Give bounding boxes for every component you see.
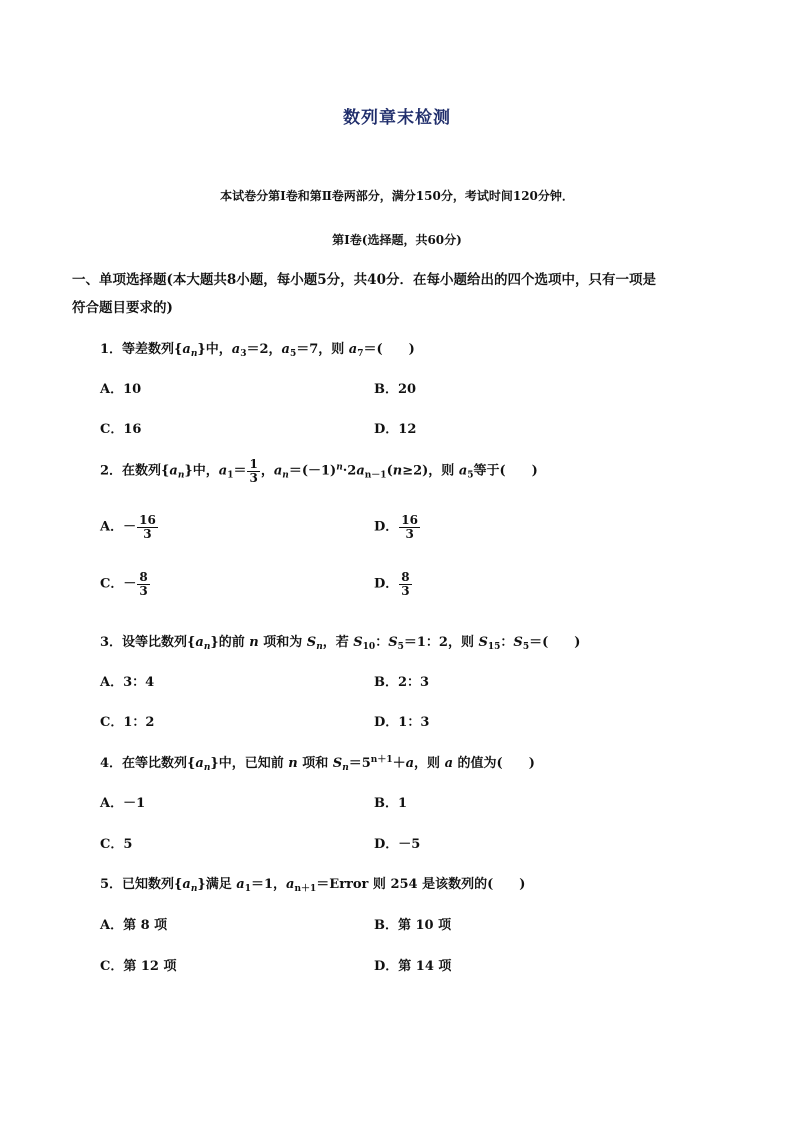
question-2-option-d: D． $\frac{8}{3}$ xyxy=(374,570,410,598)
question-3-stem: 3．设等比数列$\{a_n\}$的前 n 项和为 $S_n$，若 $S_{10}$：$S_5=1$：2，则 $S_{15}$：$S_5=$( ) xyxy=(100,635,581,652)
question-4-option-d: D．－5 xyxy=(374,837,421,852)
volume-heading: 第Ⅰ卷(选择题，共60分) xyxy=(332,233,462,247)
question-4-option-a: A．－1 xyxy=(100,796,146,811)
question-3-option-c: C．1：2 xyxy=(100,715,155,730)
section-heading-line1: 一、单项选择题(本大题共8小题，每小题5分，共40分．在每小题给出的四个选项中，只有一项是 xyxy=(72,272,656,288)
question-5-stem: 5．已知数列$\{a_n\}$满足 $a_1=1$，$a_{n+1}=Error$ 则 254 是该数列的( ) xyxy=(100,877,526,894)
question-5-option-a: A．第 8 项 xyxy=(100,918,168,933)
question-2-option-d-first: D． $\frac{16}{3}$ xyxy=(374,513,418,541)
fraction-one-third: $\frac{1}{3}$ xyxy=(249,457,258,485)
question-5-option-d: D．第 14 项 xyxy=(374,959,452,974)
question-1-option-d: D．12 xyxy=(374,422,417,437)
question-5-option-b: B．第 10 项 xyxy=(374,918,452,933)
question-3-option-a: A．3：4 xyxy=(100,675,155,690)
question-1-stem: 1．等差数列$\{a_n\}$中，$a_3=2$，$a_5=7$，则 $a_7=$( ) xyxy=(100,342,415,359)
question-2-option-a: A．－ $\frac{16}{3}$ xyxy=(100,513,156,541)
question-3-option-b: B．2：3 xyxy=(374,675,430,690)
question-1-option-b: B．20 xyxy=(374,382,417,397)
question-1-option-a: A．10 xyxy=(100,382,142,397)
section-heading-line2: 符合题目要求的) xyxy=(72,300,173,316)
question-4-option-b: B．1 xyxy=(374,796,408,811)
question-4-stem: 4．在等比数列$\{a_n\}$中，已知前 n 项和 $S_n=5^{n+1}+a$，则 a 的值为( ) xyxy=(100,755,535,773)
question-2-option-c: C．－ $\frac{8}{3}$ xyxy=(100,570,148,598)
question-5-option-c: C．第 12 项 xyxy=(100,959,177,974)
question-2-stem: 2．在数列$\{a_n\}$中，$a_1=$ $\frac{1}{3}$ ，$a_n=(-1)^n\cdot 2a_{n-1}(n\ge 2)$，则 $a_5$等于( ) xyxy=(100,457,538,485)
question-3-option-d: D．1：3 xyxy=(374,715,430,730)
question-1-option-c: C．16 xyxy=(100,422,142,437)
document-title: 数列章末检测 xyxy=(343,108,451,128)
exam-info: 本试卷分第Ⅰ卷和第Ⅱ卷两部分，满分150分，考试时间120分钟． xyxy=(220,189,574,203)
question-4-option-c: C．5 xyxy=(100,837,133,852)
